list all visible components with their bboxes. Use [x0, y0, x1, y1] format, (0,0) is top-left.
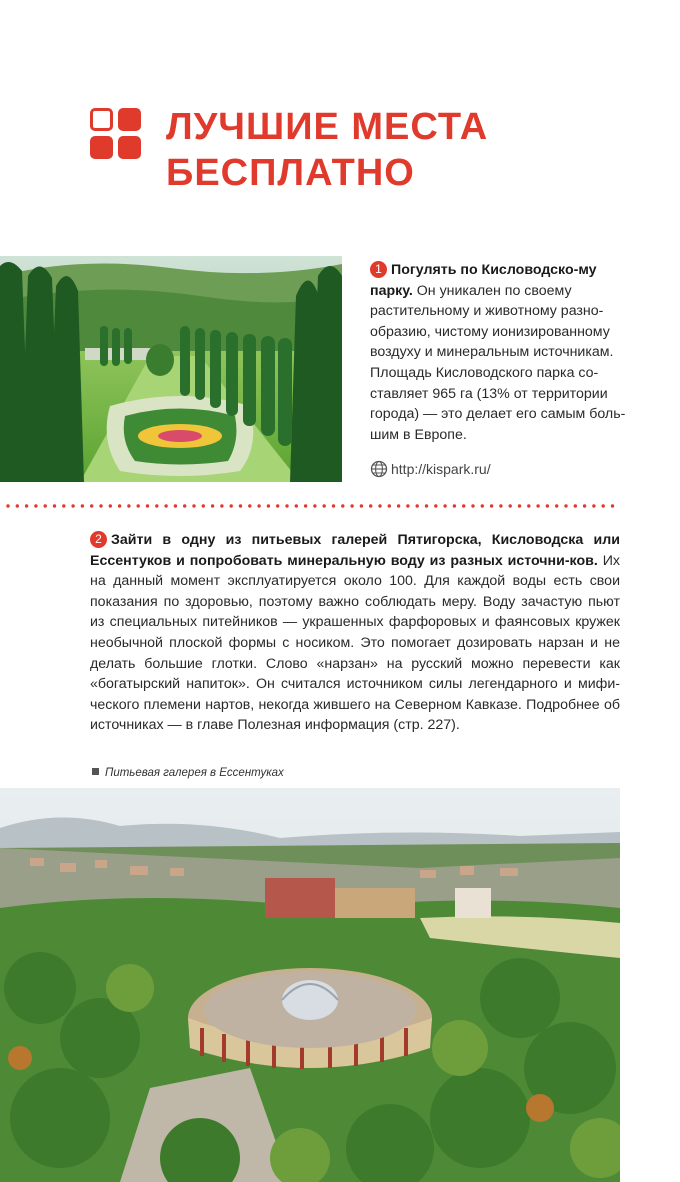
item-number-badge: 1: [370, 261, 387, 278]
item-2-lead: Зайти в одну из питьевых галерей Пятигорска, Кисловодска или Ессентуков и попробовать минеральную воду из разных источни-ков.: [90, 532, 620, 569]
item-2-body: Их на данный момент эксплуатируется около 100. Для каждой воды есть свои показания по здоровью, поэтому важно соблюдать меру. Воду зачастую пьют из специальных питейников — украшенных фарфоровых и фаянсовых кружек необычной плоской формы с носиком. Это помогает дозировать нарзан и не делать большие глотки. Слово «нарзан» на русский можно перевести как «богатырский напиток». Он считался источником силы легендарного и мифи-ческого племени нартов, некогда жившего на Северном Кавказе. Подробнее об источниках — в главе Полезная информация (стр. 227).: [90, 552, 620, 734]
page-title: ЛУЧШИЕ МЕСТА БЕСПЛАТНО: [166, 106, 489, 194]
essentuki-gallery-photo: [0, 788, 620, 1182]
grid-squares-icon: [90, 108, 144, 162]
kispark-url[interactable]: http://kispark.ru/: [391, 461, 491, 477]
square-bullet-icon: [92, 768, 99, 775]
item-1-body: Он уникален по своему растительному и животному разно-образию, чистому ионизированному воздуху и минеральным источникам. Площадь Кисловодского парка со-ставляет 965 га (13% от территории города) — это делает его самым боль-шим в Европе.: [370, 282, 626, 443]
item-2-paragraph: [90, 530, 620, 736]
kispark-link[interactable]: [370, 460, 491, 478]
caption-text: Питьевая галерея в Ессентуках: [105, 767, 284, 779]
item-number-badge: 2: [90, 531, 107, 548]
kislovodsk-park-photo: [0, 256, 342, 482]
photo-caption: [92, 767, 284, 779]
item-1-lead: Погулять по Кисловодско-му парку.: [370, 262, 597, 299]
globe-icon: [370, 460, 388, 478]
dotted-divider: [6, 504, 622, 508]
item-1-paragraph: [370, 260, 626, 445]
